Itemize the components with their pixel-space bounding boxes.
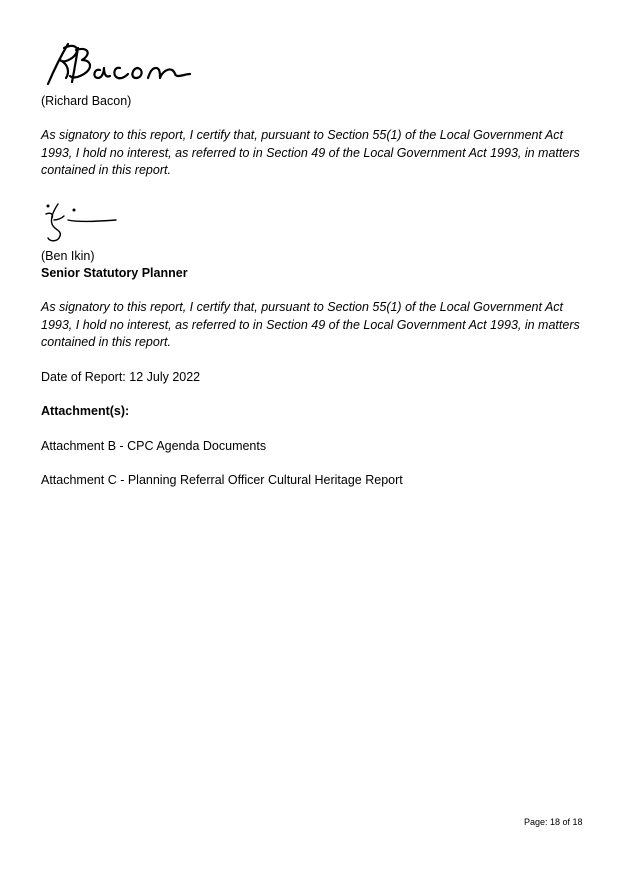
signatory-2-name: (Ben Ikin): [41, 249, 95, 263]
signatory-1-declaration: As signatory to this report, I certify that, pursuant to Section 55(1) of the Local Government Act 1993, I hold no interest, as referred to in Section 49 of the Local Government Act 1993, in matters contained in this report.: [41, 128, 580, 177]
signatory-1-name: (Richard Bacon): [41, 94, 132, 108]
report-date: Date of Report: 12 July 2022: [41, 370, 201, 384]
attachment-item: Attachment B - CPC Agenda Documents: [41, 439, 267, 453]
page-number: Page: 18 of 18: [524, 817, 583, 827]
attachments-heading: Attachment(s):: [41, 404, 130, 418]
signatory-2-title: Senior Statutory Planner: [41, 266, 188, 280]
signature-richard-bacon: [40, 38, 200, 90]
signatory-2-declaration: As signatory to this report, I certify that, pursuant to Section 55(1) of the Local Government Act 1993, I hold no interest, as referred to in Section 49 of the Local Government Act 1993, in matters contained in this report.: [41, 300, 580, 349]
signature-ben-ikin: [40, 200, 124, 246]
attachment-item: Attachment C - Planning Referral Officer Cultural Heritage Report: [41, 473, 403, 487]
